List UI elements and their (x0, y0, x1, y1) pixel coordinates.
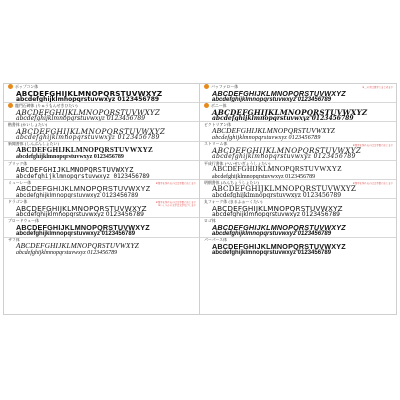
font-note: ※漢字を作れるのは文字数に応じます (155, 201, 196, 205)
font-row (4, 142, 199, 161)
font-row (200, 84, 396, 103)
font-sample (200, 128, 396, 142)
font-row (4, 218, 199, 237)
sample-uppercase: ABCDEFGHIJKLMNOPQRSTUVWXYZ (212, 185, 357, 194)
font-sample (200, 185, 396, 199)
sample-uppercase: ABCDEFGHIJKLMNOPQRSTUVWXYZ (16, 223, 150, 232)
font-sample (200, 205, 396, 219)
font-row (200, 238, 396, 257)
font-row (4, 199, 199, 218)
font-name: ピクトリアン体 (204, 122, 232, 128)
font-name: ボニー体 (211, 103, 227, 108)
font-note: ※漢字を作れるのは文字数に応じます (352, 143, 393, 147)
font-sample (4, 128, 199, 142)
sample-lowercase-digits: abcdefghijklmnopqrstuvwxyz 0123456789 (16, 211, 144, 219)
sample-uppercase: ABCDEFGHIJKLMNOPQRSTUVWXYZ (16, 89, 163, 98)
right-column (200, 84, 396, 314)
font-sample (200, 224, 396, 238)
sample-uppercase: ABCDEFGHIJKLMNOPQRSTUVWXYZ (212, 166, 342, 174)
sample-lowercase-digits: abcdefghijklmnopqrstuvwxyz 0123456789 (16, 115, 146, 123)
sample-lowercase-digits: abcdefghijklmnopqrstuvwxyz 0123456789 (212, 173, 316, 180)
font-row (200, 142, 396, 161)
font-row (200, 199, 396, 218)
sample-uppercase: ABCDEFGHIJKLMNOPQRSTUVWXYZ (16, 166, 134, 175)
font-name: ストリーム体 (204, 141, 228, 147)
row-number-badge (204, 84, 209, 89)
font-sample-sheet (3, 83, 397, 315)
font-row (4, 238, 199, 257)
font-name: 新聞書体 (しんぶんしょたい) (8, 141, 59, 147)
sample-lowercase-digits: abcdefghijklmnopqrstuvwxyz 0123456789 (212, 231, 332, 238)
font-note: ※二の字は漢字でまとめます (362, 86, 393, 89)
font-name: ザフ体 (8, 237, 20, 243)
font-sample (4, 243, 199, 257)
font-sample (200, 166, 396, 180)
sample-lowercase-digits: abcdefghijklmnopqrstuvwxyz 0123456789 (16, 154, 124, 161)
font-row (4, 84, 199, 103)
font-name: 平成行書体 (へいせいぎょうしょたい) (204, 160, 271, 166)
font-row (4, 103, 199, 122)
left-column (4, 84, 200, 314)
font-row (4, 161, 199, 180)
font-sample (200, 109, 396, 123)
sample-lowercase-digits: abcdefghijklmnopqrstuvwxyz 0123456789 (16, 95, 160, 103)
font-note: ※漢字を作れるのは文字数に応じます (155, 181, 196, 185)
sample-uppercase: ABCDEFGHIJKLMNOPQRSTUVWXYZ (212, 243, 346, 251)
sample-uppercase: ABCDEFGHIJKLMNOPQRSTUVWXYZ (16, 127, 166, 136)
sample-uppercase: ABCDEFGHIJKLMNOPQRSTUVWXYZ (212, 223, 346, 232)
sample-lowercase-digits: abcdefghijklmnopqrstuvwxyz 0123456789 (212, 211, 340, 219)
font-row (200, 103, 396, 122)
sample-lowercase-digits: abcdefghijklmnopqrstuvwxyz 0123456789 (212, 96, 332, 103)
font-sample (200, 147, 396, 161)
font-sample (4, 90, 199, 104)
row-number-badge (8, 103, 13, 108)
sample-lowercase-digits: abcdefghijklmnopqrstuvwxyz 0123456789 (212, 191, 342, 199)
font-sample (4, 224, 199, 238)
sample-uppercase: ABCDEFGHIJKLMNOPQRSTUVWXYZ (16, 108, 161, 117)
font-name: バッファロー体 (211, 84, 239, 89)
font-row (4, 122, 199, 141)
font-row (200, 122, 396, 141)
font-sample (4, 109, 199, 123)
font-sample (200, 90, 396, 104)
font-name: ポップコン体 (15, 84, 39, 89)
font-note-secondary: ※いくつかの文字は文字化けします (158, 203, 196, 207)
font-sample (4, 185, 199, 199)
sample-uppercase: ABCDEFGHIJKLMNOPQRSTUVWXYZ (16, 204, 147, 213)
font-row (200, 180, 396, 199)
font-name: パーパース体 (204, 237, 227, 243)
font-name: ミューレー体 (8, 179, 32, 185)
sample-uppercase: ABCDEFGHIJKLMNOPQRSTUVWXYZ (212, 89, 346, 98)
font-note: ※漢字を作れるのは文字数に応じます (352, 181, 393, 185)
font-name: 龍門石碑体 (りゅうもんせきひたい) (15, 103, 78, 108)
row-number-badge (8, 84, 13, 89)
sample-uppercase: ABCDEFGHIJKLMNOPQRSTUVWXYZ (212, 147, 362, 156)
sample-uppercase: ABCDEFGHIJKLMNOPQRSTUVWXYZ (212, 108, 368, 117)
font-sample (4, 166, 199, 180)
font-name: ロゴ体 (204, 218, 216, 224)
sample-lowercase-digits: abcdefghijklmnopqrstuvwxyz 0123456789 (212, 135, 321, 142)
sample-uppercase: ABCDEFGHIJKLMNOPQRSTUVWXYZ (16, 243, 139, 250)
font-name: 楷書体 (かいしょたい) (8, 122, 48, 128)
sample-lowercase-digits: abcdefghijklmnopqrstuvwxyz 0123456789 (16, 231, 136, 238)
font-name: 丸フォーク体 (まるふぉーくたい) (204, 199, 263, 204)
sample-lowercase-digits: abcdefghijklmnopqrstuvwxyz 0123456789 (16, 250, 118, 257)
font-name: 明朝書体 (みんちょうしょたい) (204, 179, 259, 185)
font-row (200, 161, 396, 180)
sample-uppercase: ABCDEFGHIJKLMNOPQRSTUVWXYZ (16, 147, 153, 155)
sample-lowercase-digits: abcdefghijklmnopqrstuvwxyz 0123456789 (16, 134, 160, 142)
font-name: ブリック体 (8, 160, 28, 166)
font-row (200, 218, 396, 237)
sample-lowercase-digits: abcdefghijklmnopqrstuvwxyz 0123456789 (212, 153, 356, 161)
sample-uppercase: ABCDEFGHIJKLMNOPQRSTUVWXYZ (16, 185, 151, 194)
sample-lowercase-digits: abcdefghijklmnopqrstuvwxyz 0123456789 (212, 250, 332, 257)
font-sample (200, 243, 396, 257)
font-sample (4, 147, 199, 161)
row-number-badge (204, 103, 209, 108)
sample-lowercase-digits: abcdefghijklmnopqrstuvwxyz 0123456789 (16, 172, 150, 180)
font-name: ドラゴン体 (8, 199, 28, 204)
sample-lowercase-digits: abcdefghijklmnopqrstuvwxyz 0123456789 (212, 115, 354, 123)
sample-uppercase: ABCDEFGHIJKLMNOPQRSTUVWXYZ (212, 204, 343, 213)
sample-uppercase: ABCDEFGHIJKLMNOPQRSTUVWXYZ (212, 127, 335, 135)
font-row (4, 180, 199, 199)
font-name: ブロードウェー体 (8, 218, 39, 224)
sample-lowercase-digits: abcdefghijklmnopqrstuvwxyz 0123456789 (16, 192, 139, 199)
